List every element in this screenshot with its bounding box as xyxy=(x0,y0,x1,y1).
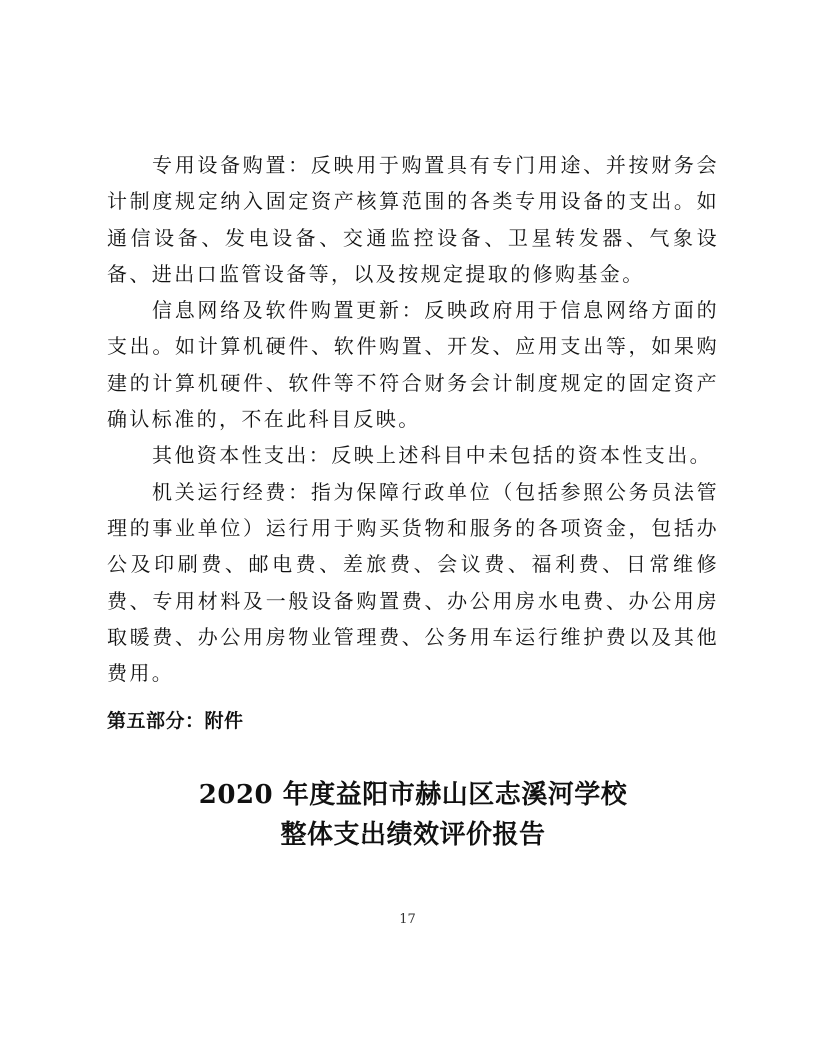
paragraph-other-capital: 其他资本性支出：反映上述科目中未包括的资本性支出。 xyxy=(152,443,712,468)
report-title xyxy=(107,775,719,855)
paragraph-special-equipment: 专用设备购置：反映用于购置具有专门用途、并按财务会计制度规定纳入固定资产核算范围的各类专用设备的支出。如通信设备、发电设备、交通监控设备、卫星转发器、气象设备、进出口监管设备等，以及按规定提取的修购基金。 xyxy=(107,153,719,286)
paragraph-operating-expenses: 机关运行经费：指为保障行政单位（包括参照公务员法管理的事业单位）运行用于购买货物和服务的各项资金，包括办公及印刷费、邮电费、差旅费、会议费、福利费、日常维修费、专用材料及一般设备购置费、办公用房水电费、办公用房取暖费、办公用房物业管理费、公务用车运行维护费以及其他费用。 xyxy=(107,479,719,686)
body-text xyxy=(107,147,719,691)
page-number: 17 xyxy=(399,912,416,927)
report-title-line-1: 2020 年度益阳市赫山区志溪河学校 xyxy=(198,780,628,810)
report-title-line-2: 整体支出绩效评价报告 xyxy=(280,820,546,850)
section-heading: 第五部分：附件 xyxy=(107,710,244,732)
paragraph-network-software: 信息网络及软件购置更新：反映政府用于信息网络方面的支出。如计算机硬件、软件购置、开发、应用支出等，如果购建的计算机硬件、软件等不符合财务会计制度规定的固定资产确认标准的，不在此科目反映。 xyxy=(107,298,719,432)
